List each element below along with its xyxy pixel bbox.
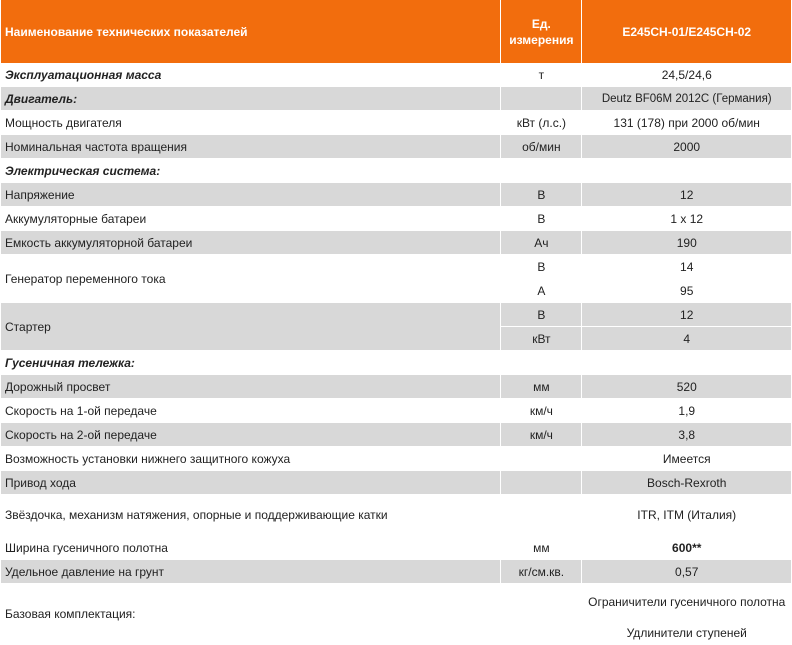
row-label: Номинальная частота вращения: [1, 135, 500, 159]
row-value: 14: [582, 255, 791, 279]
row-value: 1,9: [582, 399, 791, 423]
row-mass: [1, 63, 791, 87]
row-unit: кВт: [501, 327, 581, 351]
row-speed1: [1, 399, 791, 423]
row-drive: [1, 471, 791, 495]
row-electric: [1, 159, 791, 183]
row-value: 24,5/24,6: [582, 63, 791, 87]
section-title: Гусеничная тележка:: [1, 351, 500, 375]
row-value: 520: [582, 375, 791, 399]
row-value: Удлинители ступеней: [582, 621, 791, 645]
row-label: Генератор переменного тока: [1, 255, 500, 303]
row-label: Напряжение: [1, 183, 500, 207]
row-value: Ограничители гусеничного полотна: [582, 584, 791, 621]
row-value: 4: [582, 327, 791, 351]
row-label: Удельное давление на грунт: [1, 560, 500, 584]
row-clearance: [1, 375, 791, 399]
row-label: Скорость на 1-ой передаче: [1, 399, 500, 423]
row-value: 2000: [582, 135, 791, 159]
row-unit: Ач: [501, 231, 581, 255]
row-label: Звёздочка, механизм натяжения, опорные и поддерживающие катки: [1, 495, 500, 536]
row-label: Емкость аккумуляторной батареи: [1, 231, 500, 255]
row-value: ITR, ITM (Италия): [582, 495, 791, 536]
header-name: Наименование технических показателей: [1, 0, 500, 63]
row-track: [1, 351, 791, 375]
row-voltage: [1, 183, 791, 207]
header-model: E245CH-01/E245CH-02: [582, 0, 791, 63]
row-starter: [1, 303, 791, 327]
row-value: 12: [582, 183, 791, 207]
row-unit: км/ч: [501, 423, 581, 447]
row-value: Bosch-Rexroth: [582, 471, 791, 495]
row-unit: км/ч: [501, 399, 581, 423]
section-title: Электрическая система:: [1, 159, 500, 183]
row-speed2: [1, 423, 791, 447]
row-unit: об/мин: [501, 135, 581, 159]
row-unit: А: [501, 279, 581, 303]
row-ground-pressure: [1, 560, 791, 584]
row-value: 3,8: [582, 423, 791, 447]
row-label: Скорость на 2-ой передаче: [1, 423, 500, 447]
row-rpm: [1, 135, 791, 159]
row-unit: В: [501, 255, 581, 279]
row-label: Эксплуатационная масса: [1, 63, 500, 87]
row-value: 95: [582, 279, 791, 303]
row-track-width: [1, 536, 791, 560]
row-value: Deutz BF06M 2012C (Германия): [582, 87, 791, 111]
row-sprocket: [1, 495, 791, 536]
row-label: Возможность установки нижнего защитного кожуха: [1, 447, 500, 471]
row-batteries: [1, 207, 791, 231]
row-value: 600**: [582, 536, 791, 560]
row-unit: мм: [501, 375, 581, 399]
row-base-kit: [1, 584, 791, 621]
row-value: 0,57: [582, 560, 791, 584]
row-unit: т: [501, 63, 581, 87]
row-label: Привод хода: [1, 471, 500, 495]
row-label: Мощность двигателя: [1, 111, 500, 135]
row-value: 131 (178) при 2000 об/мин: [582, 111, 791, 135]
row-label: Базовая комплектация:: [1, 584, 500, 645]
row-generator: [1, 255, 791, 279]
row-value: 190: [582, 231, 791, 255]
row-unit: кВт (л.с.): [501, 111, 581, 135]
row-label: Ширина гусеничного полотна: [1, 536, 500, 560]
row-value: Имеется: [582, 447, 791, 471]
header-unit: Ед. измерения: [501, 0, 581, 63]
row-label: Дорожный просвет: [1, 375, 500, 399]
header-row: [1, 0, 791, 63]
row-value: 1 x 12: [582, 207, 791, 231]
row-unit: В: [501, 207, 581, 231]
row-label: Аккумуляторные батареи: [1, 207, 500, 231]
row-unit: В: [501, 183, 581, 207]
row-value: 12: [582, 303, 791, 327]
row-battery-capacity: [1, 231, 791, 255]
row-unit: В: [501, 303, 581, 327]
section-title: Двигатель:: [1, 87, 500, 111]
row-unit: кг/см.кв.: [501, 560, 581, 584]
row-unit: мм: [501, 536, 581, 560]
row-guard: [1, 447, 791, 471]
row-power: [1, 111, 791, 135]
row-label: Стартер: [1, 303, 500, 351]
row-engine: [1, 87, 791, 111]
